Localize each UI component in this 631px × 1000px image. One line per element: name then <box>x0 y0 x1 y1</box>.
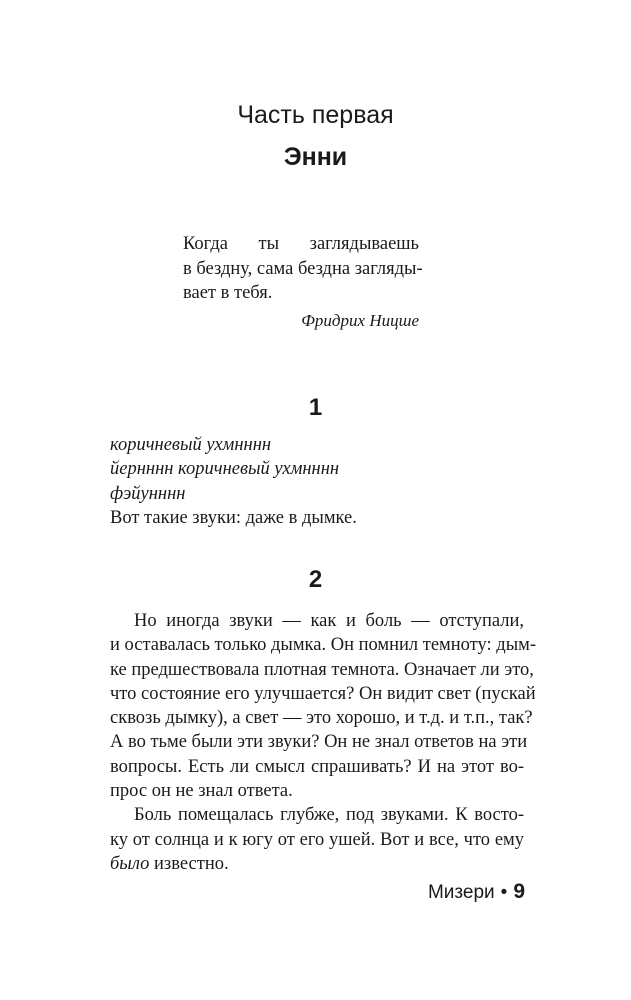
chapter-title: Энни <box>283 143 348 171</box>
italic-sound-line: йернннн коричневый ухмнннн <box>110 459 340 480</box>
epigraph-line: вает в тебя. <box>183 283 273 303</box>
epigraph-line: в бездну, сама бездна загляды- <box>183 258 423 279</box>
section-number-1: 1 <box>308 394 323 421</box>
body-line: ку от солнца и к югу от его ушей. Вот и все, что ему <box>110 829 524 850</box>
italic-sound-line: коричневый ухмнннн <box>110 435 272 455</box>
page-number: 9 <box>513 880 525 903</box>
body-line: вопросы. Есть ли смысл спрашивать? И на этот во- <box>110 756 524 777</box>
bullet-separator: • <box>500 882 508 903</box>
body-line: А во тьме были эти звуки? Он не знал ответов на эти <box>110 732 528 753</box>
body-line: Боль помещалась глубже, под звуками. К восто- <box>134 805 524 826</box>
body-line: ке предшествовала плотная темнота. Означает ли это, <box>110 659 534 680</box>
body-line: Но иногда звуки — как и боль — отступали, <box>134 611 524 631</box>
body-line: сквозь дымку), а свет — это хорошо, и т.д. и т.п., так? <box>110 708 533 729</box>
body-line: Вот такие звуки: даже в дымке. <box>110 507 357 528</box>
body-line: что состояние его улучшается? Он видит свет (пускай <box>110 683 536 704</box>
final-line-rest: известно. <box>149 853 229 874</box>
section-number-2: 2 <box>308 566 323 593</box>
section-1-text <box>110 433 530 530</box>
epigraph <box>183 232 423 333</box>
emphasized-word: было <box>110 853 150 874</box>
italic-sound-line: фэйунннн <box>110 483 186 504</box>
part-title: Часть первая <box>237 101 394 129</box>
body-line: и оставалась только дымка. Он помнил темноту: дым- <box>110 635 536 656</box>
book-title: Мизери <box>427 882 495 903</box>
section-2-text <box>110 609 536 876</box>
epigraph-line: Когда ты заглядываешь <box>183 234 419 254</box>
body-line: прос он не знал ответа. <box>110 781 293 802</box>
epigraph-author: Фридрих Ницше <box>301 310 419 330</box>
running-footer <box>428 880 525 905</box>
body-line-final <box>110 852 524 876</box>
